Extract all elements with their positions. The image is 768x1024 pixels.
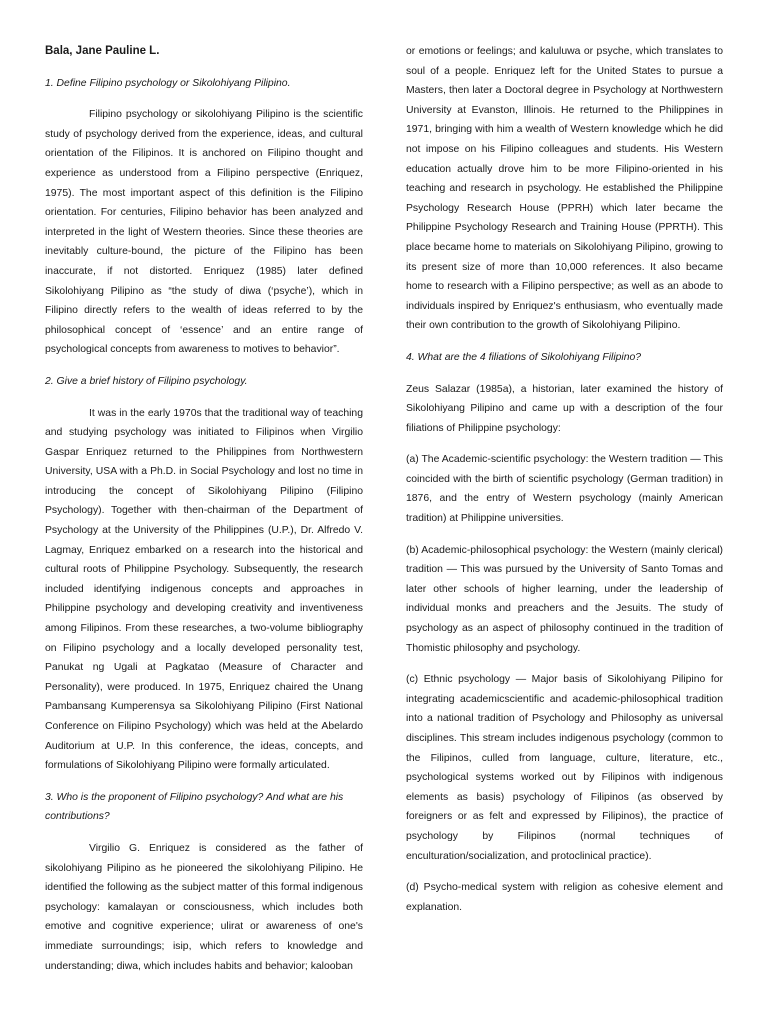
question-1: 1. Define Filipino psychology or Sikolohiyang Pilipino. (45, 77, 291, 89)
question-3: 3. Who is the proponent of Filipino psychology? And what are his contributions? (45, 791, 344, 823)
filiation-b: (b) Academic-philosophical psychology: the Western (mainly clerical) tradition — This was pursued by the University of Santo Tomas and later other schools of higher learning, under the leadership of individual monks and preachers and the Jesuits. The study of psychology as an aspect of philosophy continued in the tradition of Thomistic philosophy and psychology. (406, 544, 723, 654)
author-name: Bala, Jane Pauline L. (45, 45, 160, 57)
answer-2: It was in the early 1970s that the traditional way of teaching and studying psychology was initiated to Filipinos when Virgilio Gaspar Enriquez returned to the Philippines from Northwestern University, USA with a Ph.D. in Social Psychology and lost no time in introducing the concept of Sikolohiyang Pilipino (Filipino Psychology). Together with then-chairman of the Department of Psychology at the University of the Philippines (U.P.), Dr. Alfredo V. Lagmay, Enriquez embarked on a research into the historical and cultural roots of Philippine Psychology. Subsequently, the research included identifying indigenous concepts and approaches in Philippine psychology and developing creativity and inventiveness among Filipinos. From these researches, a two-volume bibliography on Filipino psychology and a locally developed personality test, Panukat ng Ugali at Pagkatao (Measure of Character and Personality), were produced. In 1975, Enriquez chaired the Unang Pambansang Kumperensya sa Sikolohiyang Pilipino (First National Conference on Filipino Psychology) which was held at the Abelardo Auditorium at U.P. In this conference, the ideas, concepts, and formulations of Sikolohiyang Pilipino were formally articulated. (45, 407, 363, 772)
right-column (406, 42, 723, 929)
question-2: 2. Give a brief history of Filipino psychology. (45, 375, 248, 387)
filiation-a: (a) The Academic-scientific psychology: the Western tradition — This coincided with the birth of scientific psychology (German tradition) in 1876, and the entry of Western psychology (mainly American tradition) at Philippine universities. (406, 454, 723, 525)
answer-4-intro: Zeus Salazar (1985a), a historian, later examined the history of Sikolohiyang Pilipino and came up with a description of the four filiations of Philippine psychology: (406, 383, 723, 434)
answer-3-continued: or emotions or feelings; and kaluluwa or psyche, which translates to soul of a people. Enriquez left for the United States to pursue a Masters, then later a Doctoral degree in Psychology at Northwestern University at Evanston, Illinois. He returned to the Philippines in 1971, bringing with him a wealth of Western knowledge which he did not impose on his Filipino colleagues and students. His Western education actually drove him to be more Filipino-oriented in his teaching and research in psychology. He established the Philippine Psychology Research House (PPRH) which later became the Philippine Psychology Research and Training House (PPRTH). This place became home to materials on Sikolohiyang Pilipino, growing to its present size of more than 10,000 references. It also became home to research with a Filipino perspective; as well as an abode to individuals inspired by Enriquez's enthusiasm, who eventually made their own contribution to the growth of Sikolohiyang Pilipino. (406, 46, 723, 332)
filiation-d: (d) Psycho-medical system with religion as cohesive element and explanation. (406, 882, 723, 913)
left-column (45, 42, 363, 988)
answer-3: Virgilio G. Enriquez is considered as the father of sikolohiyang Pilipino as he pioneered the sikolohiyang Pilipino. He identified the following as the subject matter of this formal indigenous psychology: kamalayan or consciousness, which includes both emotive and cognitive experience; ulirat or awareness of one's immediate surroundings; isip, which refers to knowledge and understanding; diwa, which includes habits and behavior; kalooban (45, 842, 363, 972)
question-4: 4. What are the 4 filiations of Sikolohiyang Filipino? (406, 351, 642, 363)
answer-1: Filipino psychology or sikolohiyang Pilipino is the scientific study of psychology derived from the experience, ideas, and cultural orientation of the Filipinos. It is anchored on Filipino thought and experience as understood from a Filipino perspective (Enriquez, 1975). The most important aspect of this definition is the Filipino orientation. For centuries, Filipino behavior has been analyzed and interpreted in the light of Western theories. Since these theories are inevitably culture-bound, the picture of the Filipino has been inaccurate, if not distorted. Enriquez (1985) later defined Sikolohiyang Pilipino as “the study of diwa (‘psyche’), which in Filipino directly refers to the wealth of ideas referred to by the philosophical concept of ‘essence’ and an entire range of psychological concepts from awareness to motives to behavior”. (45, 109, 363, 356)
filiation-c: (c) Ethnic psychology — Major basis of Sikolohiyang Pilipino for integrating academicscientific and academic-philosophical tradition into a national tradition of Psychology and Philosophy as universal disciplines. This stream includes indigenous psychology (common to the Filipinos, culled from language, culture, literature, etc., psychological systems worked out by Filipinos with indigenous elements as basis) psychology of Filipinos (as observed by foreigners or as felt and expressed by Filipinos), the practice of psychology by Filipinos (normal techniques of enculturation/socialization, and protoclinical practice). (406, 674, 723, 862)
